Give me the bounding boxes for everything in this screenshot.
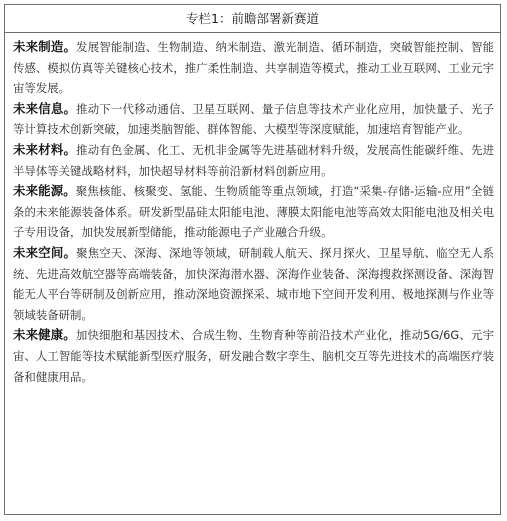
section-heading: 未来空间。 [13, 244, 77, 260]
section-text: 聚焦空天、深海、深地等领域，研制载人航天、探月探火、卫星导航、临空无人系统、先进高效航空器等高端装备，加快深海潜水器、深海作业装备、深海搜救探测设备、深海智能无人平台等研制及创新应用，推动深地资源探采、城市地下空间开发利用、极地探测与作业等领域装备研制。 [13, 245, 494, 322]
section-text: 推动有色金属、化工、无机非金属等先进基础材料升级，发展高性能碳纤维、先进半导体等关键战略材料，加快超导材料等前沿新材料创新应用。 [13, 142, 494, 178]
box-title: 专栏1：前瞻部署新赛道 [5, 5, 500, 33]
section-future-manufacturing [13, 37, 494, 99]
section-future-health [13, 325, 494, 387]
section-text: 聚焦核能、核聚变、氢能、生物质能等重点领域，打造“采集-存储-运输-应用”全链条的未来能源装备体系。研发新型晶硅太阳能电池、薄膜太阳能电池等高效太阳能电池及相关电子专用设备，加快发展新型储能，推动能源电子产业融合升级。 [13, 184, 494, 240]
section-future-information [13, 99, 494, 140]
section-text: 发展智能制造、生物制造、纳米制造、激光制造、循环制造，突破智能控制、智能传感、模拟仿真等关键核心技术，推广柔性制造、共享制造等模式，推动工业互联网、工业元宇宙等发展。 [13, 40, 494, 96]
box-content [5, 33, 500, 387]
section-heading: 未来能源。 [13, 183, 76, 199]
section-heading: 未来信息。 [13, 100, 77, 116]
section-text: 推动下一代移动通信、卫星互联网、量子信息等技术产业化应用，加快量子、光子等计算技术创新突破，加速类脑智能、群体智能、大模型等深度赋能，加速培育智能产业。 [13, 101, 494, 137]
section-heading: 未来材料。 [13, 141, 77, 157]
column-box [4, 4, 501, 515]
section-heading: 未来健康。 [13, 327, 76, 343]
section-heading: 未来制造。 [13, 39, 77, 54]
section-text: 加快细胞和基因技术、合成生物、生物育种等前沿技术产业化，推动5G/6G、元宇宙、人工智能等技术赋能新型医疗服务，研发融合数字孪生、脑机交互等先进技术的高端医疗装备和健康用品。 [13, 328, 494, 384]
section-future-space [13, 243, 494, 325]
section-future-materials [13, 140, 494, 181]
section-future-energy [13, 181, 494, 243]
